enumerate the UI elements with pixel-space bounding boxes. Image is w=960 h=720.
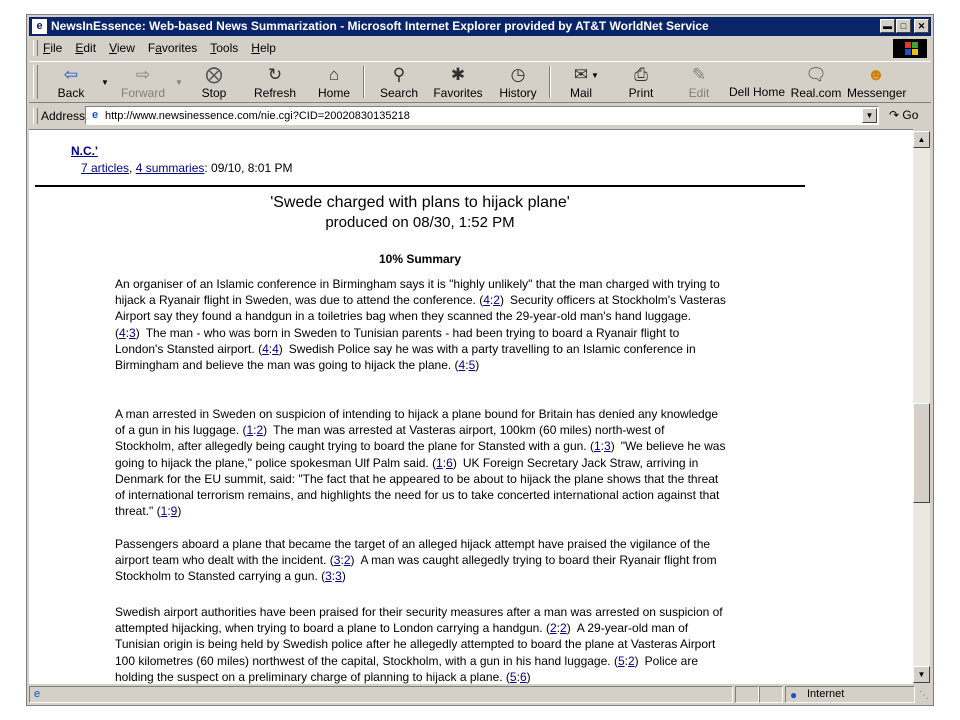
toolbar-separator <box>549 66 551 98</box>
source-reference: (1:6) <box>432 455 457 470</box>
page-status-icon: e <box>34 688 41 700</box>
article-link[interactable]: 4 <box>458 358 466 373</box>
history-button[interactable]: ◷ History <box>495 65 541 100</box>
stop-icon: ⨂ <box>205 65 223 84</box>
article-link[interactable]: 4 <box>262 341 269 356</box>
chat-bubble-icon: 🗨 <box>805 65 827 84</box>
source-reference: (4:2) <box>479 293 504 308</box>
messenger-icon: ☻ <box>867 65 885 84</box>
mail-icon: ✉ <box>573 65 589 84</box>
ie-icon: e <box>32 19 47 34</box>
mail-button[interactable]: ✉ Mail <box>565 65 597 100</box>
go-button[interactable]: ↷ Go <box>889 108 919 122</box>
maximize-button[interactable]: □ <box>896 19 911 33</box>
source-reference: (2:2) <box>545 621 571 636</box>
page-icon: e <box>91 109 99 121</box>
sentence-link[interactable]: 6 <box>519 669 527 684</box>
sentence-link[interactable]: 4 <box>272 341 279 356</box>
sentence-link[interactable]: 3 <box>604 439 611 454</box>
article-link[interactable]: 4 <box>119 325 126 340</box>
window-controls <box>879 19 929 38</box>
window-title: NewsInEssence: Web-based News Summarization - Microsoft Internet Explorer provided by AT&T WorldNet Service <box>51 19 709 33</box>
articles-link[interactable]: 7 articles <box>81 161 130 175</box>
back-dropdown[interactable]: ▼ <box>101 78 109 87</box>
summary-paragraph: A man arrested in Sweden on suspicion of intending to hijack a plane bound for Britain has denied any knowledge of a gun in his luggage. (1:2) The man was arrested at Vasteras airport, 100km (60 miles) north-west of Stockholm, after allegedly being caught trying to board the plane for Stansted with a gun. (1:3) "We believe he was going to hijack the plane," police spokesman Ulf Palm said. (1:6) UK Foreign Secretary Jack Straw, arriving in Denmark for the EU summit, said: "The fact that he appeared to be about to hijack the plane shows that the threat of international terrorism remains, and highlights the need for us to take concerted international action against that threat." (1:9) <box>115 407 726 519</box>
summary-heading: 10% Summary <box>378 252 462 266</box>
summary-paragraph: Passengers aboard a plane that became the target of an alleged hijack attempt have praised the vigilance of the airport team who dealt with the incident. (3:2) A man was caught allegedly trying to board their Ryanair flight from Stockholm to Stansted carrying a gun. (3:3) <box>115 537 717 584</box>
summary-paragraph: An organiser of an Islamic conference in Birmingham says it is "highly unlikely" that the man charged with trying to hijack a Ryanair flight in Sweden, was due to attend the conference. (4:2) Security officers at Stockholm's Vasteras Airport say they found a handgun in a toiletries bag when they scanned the 29-year-old man's hand luggage. (4:3) The man - who was born in Sweden to Tunisian parents - had been trying to board a Ryanair flight to London's Stansted airport. (4:4) Swedish Police say he was with a party travelling to an Islamic conference in Birmingham and believe the man was going to hijack the plane. (4:5) <box>115 277 726 373</box>
home-icon: ⌂ <box>328 65 340 84</box>
separator-line <box>35 185 805 187</box>
sentence-link[interactable]: 3 <box>335 569 342 584</box>
article-link[interactable]: 5 <box>509 669 517 684</box>
address-bar <box>29 105 931 127</box>
forward-button[interactable]: ⇨ Forward <box>117 65 169 100</box>
article-link[interactable]: 2 <box>549 621 557 636</box>
article-link[interactable]: 1 <box>593 439 601 454</box>
article-link[interactable]: 5 <box>617 653 625 668</box>
menu-favorites[interactable]: Favorites <box>147 41 198 55</box>
vertical-scrollbar[interactable] <box>913 131 930 683</box>
previous-story-meta: 7 articles, 4 summaries: 09/10, 8:01 PM <box>81 161 293 175</box>
sentence-link[interactable]: 9 <box>170 504 178 519</box>
go-arrow-icon: ↷ <box>889 108 900 122</box>
mail-dropdown[interactable]: ▼ <box>591 71 599 80</box>
toolbar-grip[interactable] <box>33 65 38 99</box>
source-reference: (1:3) <box>589 439 615 454</box>
windows-logo-icon <box>893 39 927 58</box>
print-icon: ⎙ <box>634 65 648 84</box>
previous-story-title-link[interactable]: N.C.' <box>71 144 98 158</box>
close-button[interactable]: ✕ <box>914 19 929 33</box>
menu-file[interactable]: File <box>43 41 63 55</box>
sentence-link[interactable]: 2 <box>560 621 567 636</box>
sentence-link[interactable]: 2 <box>256 423 264 438</box>
menu-items <box>43 41 289 55</box>
article-link[interactable]: 1 <box>436 455 443 470</box>
source-reference: (5:6) <box>505 669 531 684</box>
forward-arrow-icon: ⇨ <box>135 65 151 84</box>
source-reference: (3:3) <box>321 569 346 584</box>
scroll-thumb[interactable] <box>913 403 930 503</box>
menu-help[interactable]: Help <box>251 41 276 55</box>
scroll-down-button[interactable]: ▼ <box>913 666 930 683</box>
favorites-icon: ✱ <box>450 65 466 84</box>
article-link[interactable]: 3 <box>325 569 332 584</box>
source-reference: (1:2) <box>242 423 268 438</box>
menu-edit[interactable]: Edit <box>75 41 97 55</box>
source-reference: (4:5) <box>454 358 480 373</box>
refresh-icon: ↻ <box>267 65 283 84</box>
title-bar <box>29 17 931 36</box>
status-text-area <box>29 686 733 703</box>
refresh-button[interactable]: ↻ Refresh <box>249 65 301 100</box>
menu-grip[interactable] <box>33 40 38 56</box>
minimize-button[interactable]: ▬ <box>880 19 895 33</box>
menu-view[interactable]: View <box>109 41 135 55</box>
toolbar-separator <box>363 66 365 98</box>
story-produced-date: produced on 08/30, 1:52 PM <box>325 214 515 231</box>
sentence-link[interactable]: 5 <box>468 358 476 373</box>
status-cell <box>735 686 759 703</box>
previous-story-date: : 09/10, 8:01 PM <box>204 161 293 175</box>
real-com-link[interactable]: 🗨 Real.com <box>790 65 842 100</box>
article-link[interactable]: 3 <box>333 553 341 568</box>
edit-button[interactable]: ✎ Edit <box>683 65 715 100</box>
source-reference: (4:4) <box>258 341 283 356</box>
source-reference: (5:2) <box>613 653 639 668</box>
favorites-button[interactable]: ✱ Favorites <box>433 65 483 100</box>
security-zone <box>785 686 915 703</box>
source-reference: (3:2) <box>329 553 355 568</box>
summary-paragraph: Swedish airport authorities have been praised for their security measures after a man was arrested on suspicion of attempted hijacking, when trying to board a plane to London carrying a handgun. (2:2) A 29-year-old man of Tunisian origin is being held by Swedish police after he allegedly attempted to board the plane at Vasteras Airport 100 kilometres (60 miles) northwest of the capital, Stockholm, with a gun in his hand luggage. (5:2) Police are holding the suspect on a preliminary charge of planning to hijack a plane. (5:6) <box>115 605 723 684</box>
sentence-link[interactable]: 2 <box>343 553 351 568</box>
back-button[interactable]: ⇦ Back <box>51 65 91 100</box>
menu-tools[interactable]: Tools <box>210 41 239 55</box>
source-reference: (4:3) <box>115 325 140 340</box>
sentence-link[interactable]: 2 <box>627 653 635 668</box>
globe-icon: ● <box>790 688 798 702</box>
article-link[interactable]: 4 <box>483 293 490 308</box>
page-content <box>29 129 913 684</box>
status-bar <box>29 685 931 704</box>
scroll-up-button[interactable]: ▲ <box>913 131 930 148</box>
print-button[interactable]: ⎙ Print <box>625 65 657 100</box>
history-icon: ◷ <box>510 65 526 84</box>
menu-bar <box>29 38 931 59</box>
stop-button[interactable]: ⨂ Stop <box>193 65 235 100</box>
address-box <box>85 106 879 125</box>
zone-label: Internet <box>807 688 845 700</box>
address-input[interactable] <box>105 107 857 124</box>
source-reference: (1:9) <box>156 504 182 519</box>
browser-window <box>26 14 934 706</box>
search-icon: ⚲ <box>392 65 406 84</box>
story-title: 'Swede charged with plans to hijack plane' <box>270 194 570 211</box>
sentence-link[interactable]: 3 <box>129 325 136 340</box>
back-arrow-icon: ⇦ <box>63 65 79 84</box>
article-link[interactable]: 1 <box>246 423 254 438</box>
sentence-link[interactable]: 2 <box>493 293 500 308</box>
forward-dropdown[interactable]: ▼ <box>175 78 183 87</box>
address-dropdown[interactable]: ▼ <box>862 108 877 123</box>
home-button[interactable]: ⌂ Home <box>313 65 355 100</box>
article-link[interactable]: 1 <box>160 504 168 519</box>
edit-icon: ✎ <box>691 65 707 84</box>
messenger-button[interactable]: ☻ Messenger <box>847 65 907 100</box>
address-grip[interactable] <box>33 108 38 124</box>
status-cell <box>759 686 783 703</box>
resize-grip[interactable]: ⋱ <box>919 690 929 701</box>
dell-home-link[interactable]: Dell Home <box>729 85 786 99</box>
standard-toolbar <box>29 61 931 103</box>
search-button[interactable]: ⚲ Search <box>375 65 423 100</box>
address-label: Address <box>41 109 86 123</box>
summaries-link[interactable]: 4 summaries <box>135 161 205 175</box>
sentence-link[interactable]: 6 <box>446 455 453 470</box>
